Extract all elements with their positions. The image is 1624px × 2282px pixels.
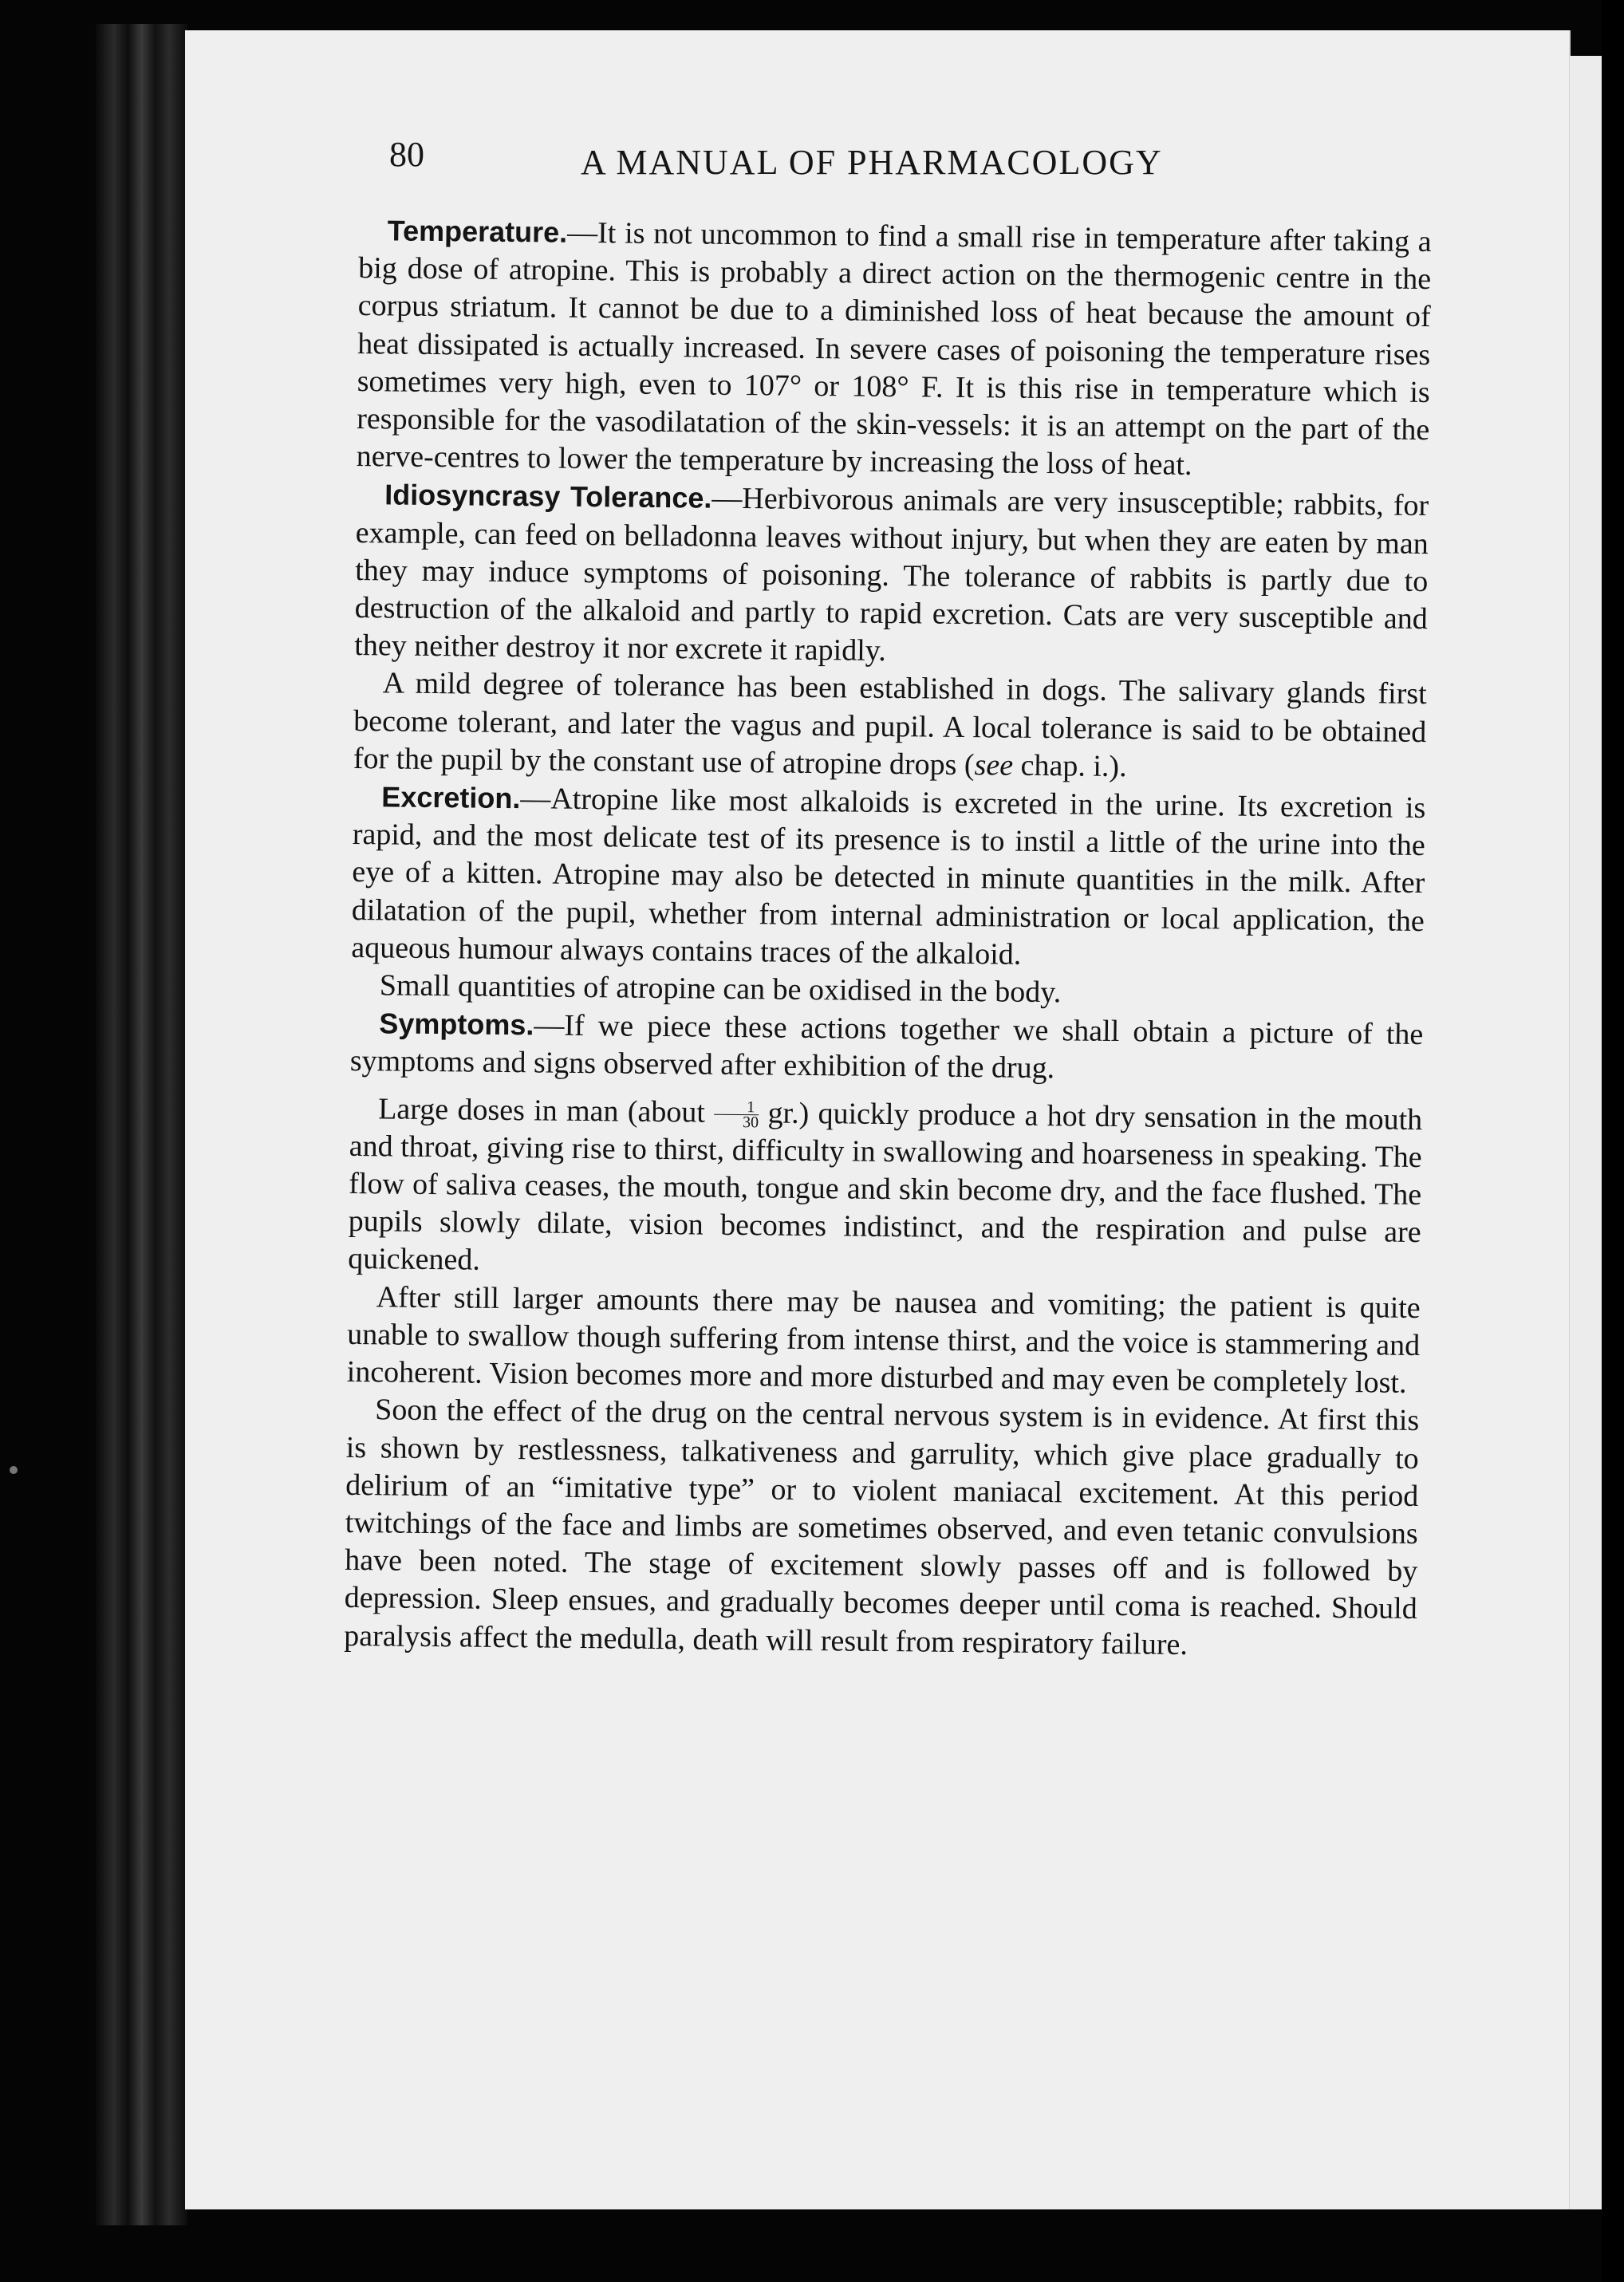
fraction-numerator: 1 <box>714 1100 759 1116</box>
fraction-dose <box>714 1100 759 1130</box>
text-excretion: —Atropine like most alkaloids is excreted in the urine. Its excretion is rapid, and the most delicate test of its presence is to instil a little of the urine into the eye of a kitten. Atropine may also be detected in minute quantities in the milk. After dilatation of the pupil, whether from internal administration or local application, the aqueous humour always contains traces of the alkaloid. <box>351 782 1426 972</box>
text-tolerance-after: chap. i.). <box>1012 748 1127 783</box>
text-large-doses-before: Large doses in man (about <box>378 1091 715 1129</box>
heading-idiosyncrasy: Idiosyncrasy Tolerance. <box>384 478 712 515</box>
heading-temperature: Temperature. <box>387 214 568 249</box>
page-number: 80 <box>389 135 424 174</box>
body-text <box>344 211 1432 1666</box>
paragraph-larger-amounts <box>347 1279 1421 1403</box>
heading-excretion: Excretion. <box>381 780 521 815</box>
paragraph-central <box>344 1391 1419 1665</box>
heading-symptoms: Symptoms. <box>379 1007 534 1042</box>
text-idiosyncrasy: —Herbivorous animals are very insusceptible; rabbits, for example, can feed on belladonna leaves without injury, but when they are eaten by man they may induce symptoms of poisoning. The tolerance of rabbits is partly due to destruction of the alkaloid and partly to rapid excretion. Cats are very susceptible and they neither destroy it nor excrete it rapidly. <box>354 482 1429 668</box>
paragraph-tolerance <box>353 664 1427 789</box>
next-page-edge <box>1570 56 1602 2209</box>
text-symptoms: —If we piece these actions together we shall obtain a picture of the symptoms and signs observed after exhibition of the drug. <box>349 1008 1424 1086</box>
paragraph-temperature <box>357 211 1432 487</box>
text-see: see <box>974 747 1014 782</box>
paragraph-idiosyncrasy <box>354 475 1429 676</box>
text-oxidised: Small quantities of atropine can be oxidised in the body. <box>379 968 1062 1010</box>
text-tolerance-before: A mild degree of tolerance has been established in dogs. The salivary glands first become tolerant, and later the vagus and pupil. A local tolerance is said to be obtained for the pupil by the constant use of atropine drops ( <box>353 666 1427 782</box>
fraction-denominator: 30 <box>742 1113 759 1132</box>
text-larger-amounts: After still larger amounts there may be nausea and vomiting; the patient is quite unable to swallow though suffering from intense thirst, and the voice is stammering and incoherent. Vision becomes more and more disturbed and may even be completely lost. <box>346 1279 1421 1400</box>
paragraph-large-doses <box>348 1090 1422 1290</box>
paragraph-excretion <box>351 778 1425 978</box>
text-large-doses-after: gr.) quickly produce a hot dry sensation in the mouth and throat, giving rise to thirst, difficulty in swallowing and hoarseness in speaking. The flow of saliva ceases, the mouth, tongue and skin become dry, and the face flushed. The pupils slowly dilate, vision becomes indistinct, and the respiration and pulse are quickened. <box>348 1095 1423 1278</box>
book-spine <box>96 24 187 2225</box>
running-head: A MANUAL OF PHARMACOLOGY <box>581 143 1163 182</box>
scan-border-right <box>1602 0 1624 2282</box>
margin-speck <box>10 1466 18 1474</box>
paragraph-symptoms <box>350 1004 1424 1091</box>
text-central: Soon the effect of the drug on the central nervous system is in evidence. At first this is shown by restlessness, talkativeness and garrulity, which give place gradually to delirium of an “imitative type” or to violent maniacal excitement. At this period twitchings of the face and limbs are sometimes observed, and even tetanic convulsions have been noted. The stage of excitement slowly passes off and is followed by depression. Sleep ensues, and gradually becomes deeper until coma is reached. Should paralysis affect the medulla, death will result from respiratory failure. <box>344 1393 1420 1661</box>
text-temperature: —It is not uncommon to find a small rise in temperature after taking a big dose of atropine. This is probably a direct action on the thermogenic centre in the corpus striatum. It cannot be due to a diminished loss of heat because the amount of heat dissipated is actually increased. In severe cases of poisoning the temperature rises sometimes very high, even to 107° or 108° F. It is this rise in temperature which is responsible for the vasodilatation of the skin-vessels: it is an attempt on the part of the nerve-centres to lower the temperature by increasing the loss of heat. <box>356 215 1432 483</box>
